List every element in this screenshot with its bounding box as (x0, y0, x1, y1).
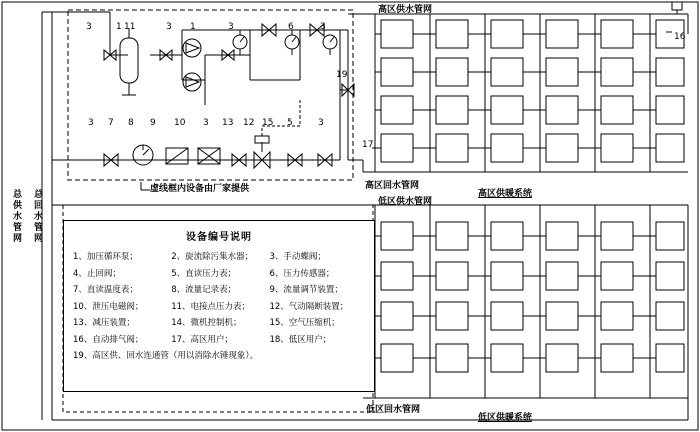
caption-low-system: 低区供暖系统 (478, 413, 533, 423)
legend-item: 2、旋流除污集水器； (171, 252, 254, 262)
label-main-return-net (33, 190, 44, 245)
tag-top-3: 3 (166, 22, 172, 32)
caption-high-return: 高区回水管网 (365, 181, 420, 191)
caption-low-supply: 低区供水管网 (378, 197, 433, 207)
legend-row (73, 266, 368, 283)
factory-supplied-note: 虚线框内设备由厂家提供 (150, 184, 250, 194)
legend-item: 14、微机控制机； (171, 318, 242, 328)
legend-row (73, 249, 368, 266)
tag-top-0: 3 (86, 22, 92, 32)
legend-item: 1、加压循环泵； (73, 252, 138, 262)
legend-item: 9、流量调节装置； (269, 285, 343, 295)
legend-title: 设备编号说明 (186, 232, 252, 243)
caption-low-return: 低区回水管网 (366, 405, 421, 415)
tag-mid-4: 10 (174, 118, 186, 128)
legend-item: 3、手动蝶阀； (269, 252, 326, 262)
legend-item: 15、空气压缩机； (269, 318, 340, 328)
tag-mid-10: 3 (318, 118, 324, 128)
tag-top-1: 1 (116, 22, 122, 32)
tag-top-4: 1 (190, 22, 196, 32)
tag-mid-8: 15 (262, 118, 274, 128)
tag-mid-2: 8 (128, 118, 134, 128)
legend-item: 17、高区用户； (171, 334, 234, 345)
legend-row (73, 332, 368, 349)
main-return-net-text: 总回水管网 (33, 190, 43, 244)
tag-mid-9: 5 (287, 118, 293, 128)
legend-item: 8、流量记录表； (171, 285, 237, 295)
caption-high-supply: 高区供水管网 (378, 5, 433, 15)
tag-top-6: 6 (288, 22, 294, 32)
tag-mid-7: 12 (243, 118, 255, 128)
legend-item: 5、直读压力表； (171, 268, 237, 279)
tag-mid-1: 7 (108, 118, 114, 128)
legend-row (73, 299, 368, 316)
callout-19: 19 (336, 70, 348, 80)
legend-row-footer (73, 348, 368, 365)
caption-high-system: 高区供暖系统 (478, 189, 533, 199)
legend-item: 18、低区用户； (269, 334, 332, 345)
tag-top-2: 11 (124, 22, 136, 32)
legend-item: 16、自动排气阀； (73, 334, 144, 345)
tag-mid-0: 3 (88, 118, 94, 128)
legend-panel (63, 220, 375, 392)
legend-item: 6、压力传感器； (269, 268, 335, 279)
main-supply-net-text: 总供水管网 (12, 190, 22, 244)
callout-16: 16 (674, 32, 686, 42)
legend-item: 12、气动隔断装置； (269, 301, 349, 312)
legend-item: 13、减压装置； (73, 318, 135, 328)
label-main-supply-net (12, 190, 23, 245)
legend-item: 7、直读温度表； (73, 285, 138, 295)
legend-item: 10、泄压电磁阀； (73, 301, 144, 312)
tag-mid-3: 9 (150, 118, 156, 128)
tag-top-5: 3 (228, 22, 234, 32)
callout-17: 17 (362, 140, 374, 150)
tag-mid-5: 3 (203, 118, 209, 128)
legend-row (73, 282, 368, 299)
legend-row (73, 315, 368, 332)
legend-item: 11、电接点压力表； (171, 301, 251, 312)
legend-item: 4、止回阀； (73, 268, 121, 279)
legend-footer: 19、高区供、回水连通管（用以消除水锤现象）。 (73, 351, 259, 361)
tag-top-7: 3 (320, 22, 326, 32)
legend-rows (73, 249, 368, 365)
tag-mid-6: 13 (222, 118, 234, 128)
